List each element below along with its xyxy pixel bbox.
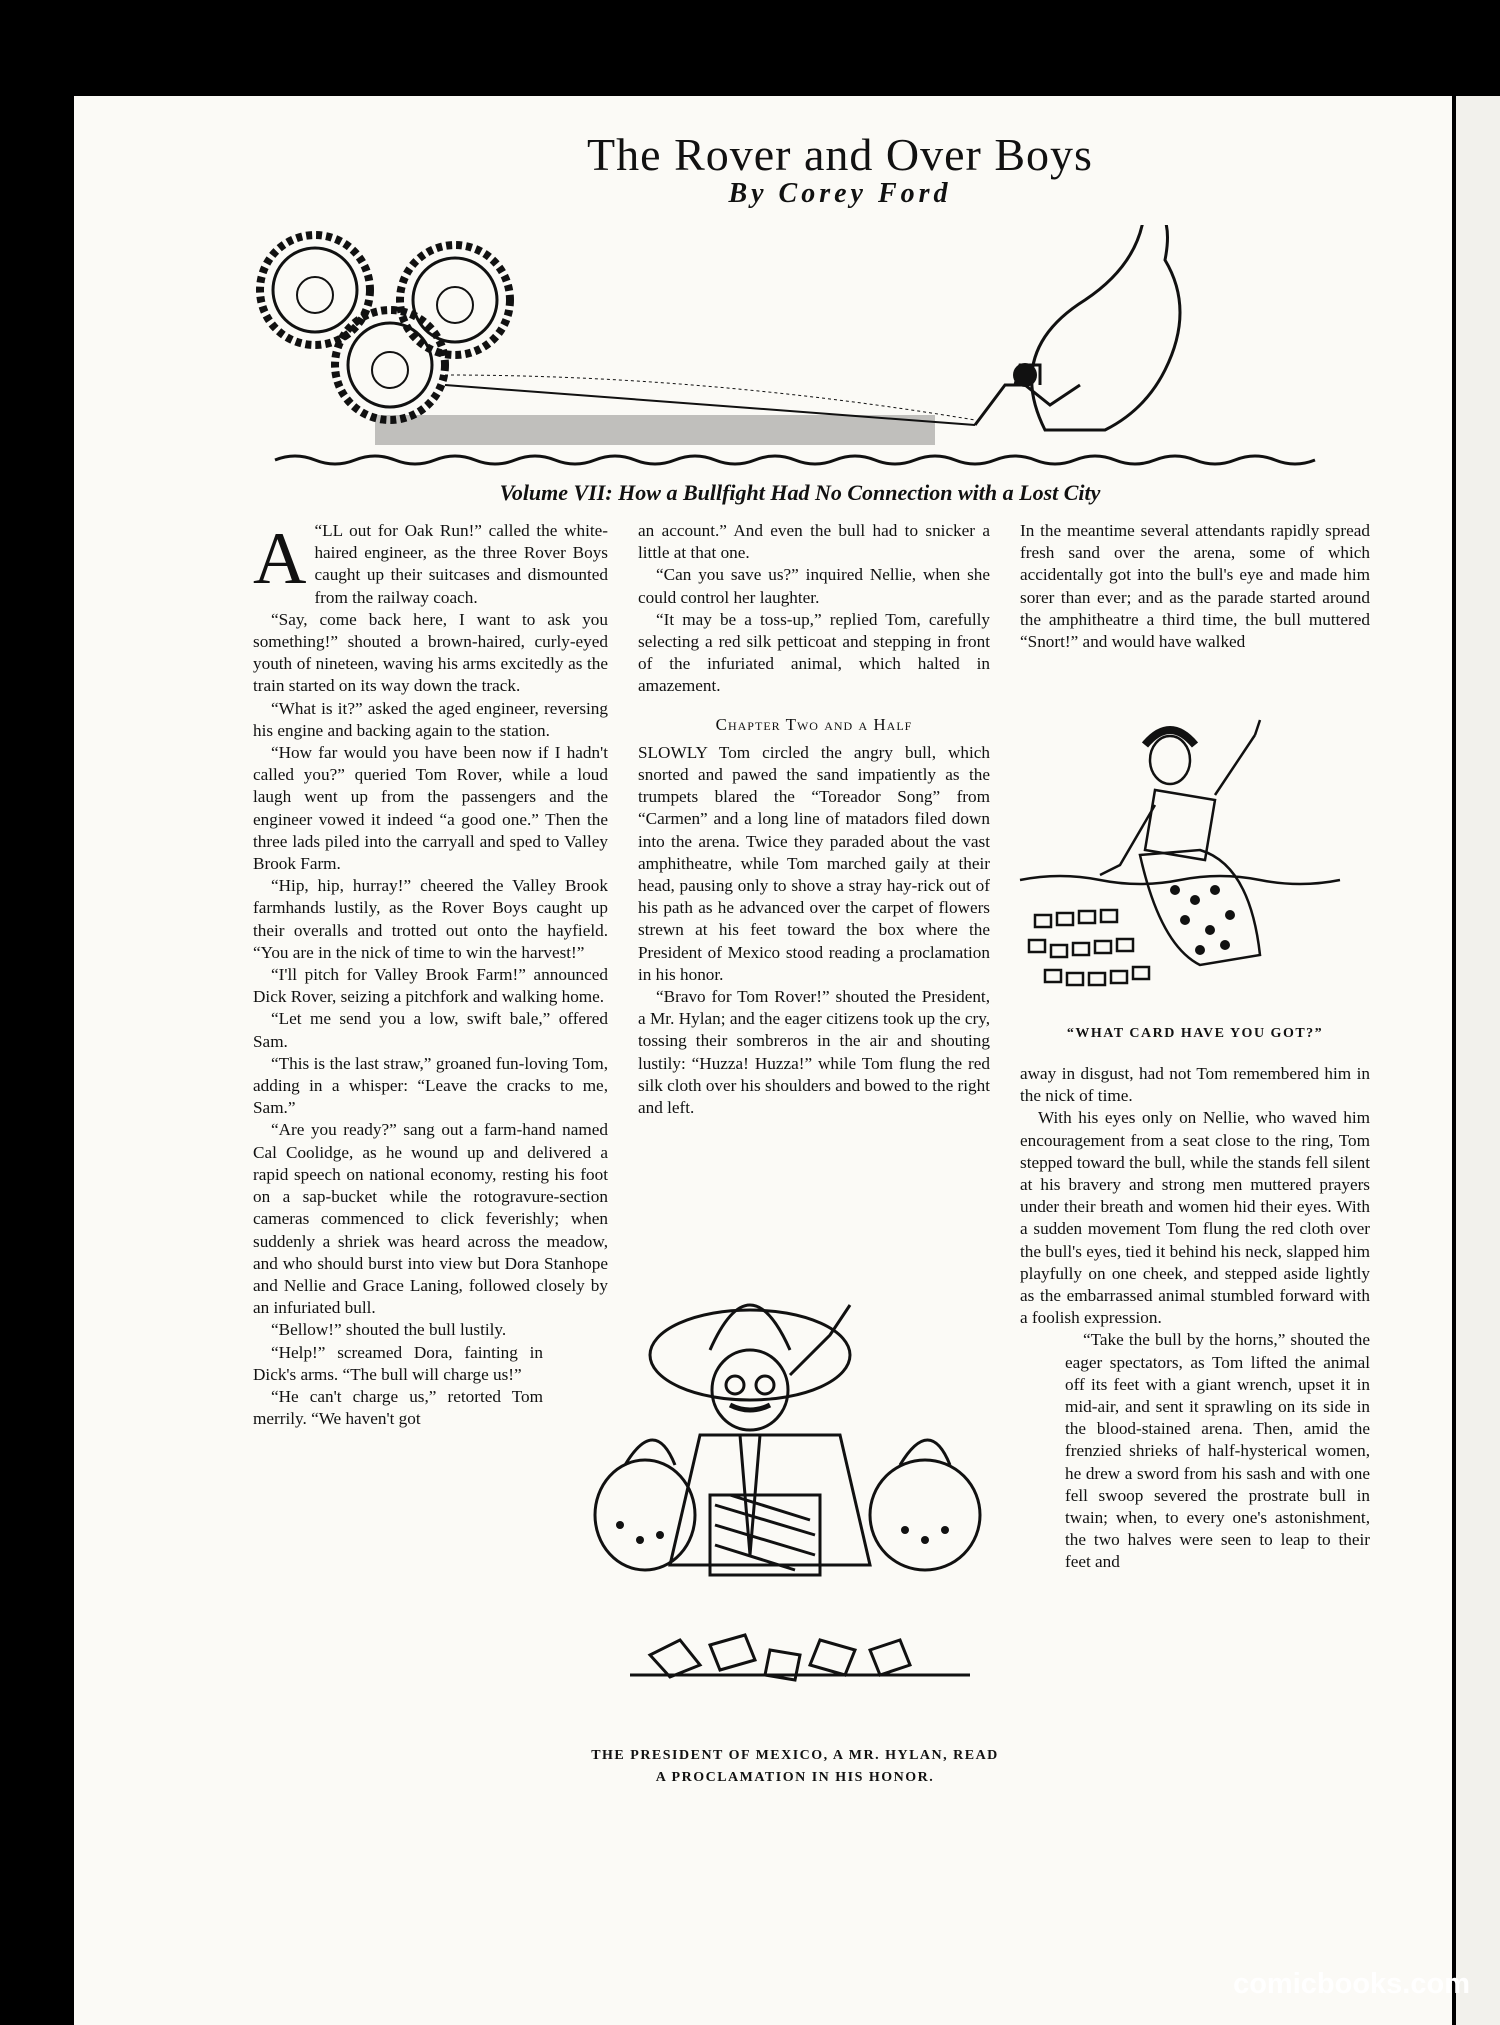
- article-byline: By Corey Ford: [728, 178, 952, 209]
- paragraph: In the meantime several attendants rapidly spread fresh sand over the arena, some of which accidentally got into the bull's eye and made him sorer than ever; and as the parade started around the amphitheatre a third time, the bull muttered “Snort!” and would have walked: [1020, 521, 1370, 652]
- paragraph: “I'll pitch for Valley Brook Farm!” announced Dick Rover, seizing a pitchfork and walking home.: [253, 965, 608, 1007]
- paragraph: an account.” And even the bull had to snicker a little at that one.: [638, 521, 990, 563]
- paragraph: “Say, come back here, I want to ask you something!” shouted a brown-haired, curly-eyed youth of nineteen, waving his arms excitedly as the train started on its way down the track.: [253, 609, 608, 696]
- president-illustration: [590, 1285, 1010, 1740]
- column-3-continued: [1020, 1063, 1370, 1574]
- paragraph: “Let me send you a low, swift bale,” offered Sam.: [253, 1009, 608, 1051]
- card-girl-illustration: [1015, 705, 1375, 1005]
- drop-cap: A: [253, 518, 307, 600]
- paragraph: With his eyes only on Nellie, who waved him encouragement from a seat close to the ring, Tom stepped toward the bull, while the stands fell silent at his bravery and strong men muttered prayers under their breath and women hid their eyes. With a sudden movement Tom flung the red cloth over the bull's eyes, tied it behind his neck, slapped him playfully on one cheek, and stepped aside lightly as the embarrassed animal stumbled forward with a foolish expression.: [1020, 1108, 1370, 1328]
- paragraph: “How far would you have been now if I hadn't called you?” queried Tom Rover, while a loud laugh went up from the passengers and the engineer vowed it indeed “a good one.” Then the three lads piled into the carryall and sped to Valley Brook Farm.: [253, 743, 608, 874]
- card-girl-caption: “WHAT CARD HAVE YOU GOT?”: [1066, 1026, 1324, 1041]
- paragraph: SLOWLY Tom circled the angry bull, which snorted and pawed the sand impatiently as the trumpets blared the “Toreador Song” from “Carmen” and a long line of matadors filed down into the arena. Twice they paraded about the vast amphitheatre, while Tom marched gaily at their head, pausing only to shove a stray hay-rick out of his path as he advanced over the carpet of flowers strewn at his feet toward the box where the President of Mexico stood reading a proclamation in his honor.: [638, 742, 990, 984]
- paragraph: “Take the bull by the horns,” shouted the eager spectators, as Tom lifted the animal off its feet with a giant wrench, upset it in mid-air, and sent it sprawling on its side in the blood-stained arena. Then, amid the frenzied shrieks of half-hysterical women, he drew a sword from his sash and with one fell swoop severed the prostrate bull in twain; when, to every one's astonishment, the two halves were seen to leap to their feet and: [1065, 1330, 1370, 1572]
- paragraph: “Hip, hip, hurray!” cheered the Valley Brook farmhands lustily, as the Rover Boys caught up their overalls and trotted out onto the hayfield. “You are in the nick of time to win the harvest!”: [253, 876, 608, 962]
- paragraph: “He can't charge us,” retorted Tom merrily. “We haven't got: [253, 1386, 543, 1429]
- article-title: The Rover and Over Boys: [587, 129, 1093, 180]
- paragraph: “It may be a toss-up,” replied Tom, carefully selecting a red silk petticoat and stepping in front of the infuriated animal, which halted in amazement.: [638, 609, 990, 696]
- chapter-heading: Chapter Two and a Half: [715, 714, 913, 734]
- paragraph: A “LL out for Oak Run!” called the white-haired engineer, as the three Rover Boys caught up their suitcases and dismounted from the railway coach.: [253, 518, 608, 607]
- column-2: [638, 520, 990, 1119]
- paragraph: “Can you save us?” inquired Nellie, when she could control her laughter.: [638, 565, 990, 607]
- column-1: [253, 520, 608, 1430]
- president-caption: THE PRESIDENT OF MEXICO, A MR. HYLAN, READ A PROCLAMATION IN HIS HONOR.: [591, 1748, 999, 1785]
- paragraph: “Bellow!” shouted the bull lustily.: [271, 1320, 507, 1340]
- paragraph: “This is the last straw,” groaned fun-loving Tom, adding in a whisper: “Leave the cracks to me, Sam.”: [253, 1053, 608, 1118]
- paragraph: “Help!” screamed Dora, fainting in Dick's arms. “The bull will charge us!”: [253, 1342, 543, 1384]
- paragraph: away in disgust, had not Tom remembered him in the nick of time.: [1020, 1064, 1370, 1106]
- paragraph: “Bravo for Tom Rover!” shouted the President, a Mr. Hylan; and the eager citizens took up the cry, tossing their sombreros in the air and shouting lustily: “Huzza! Huzza!” while Tom flung the red silk cloth over his shoulders and bowed to the right and left.: [638, 987, 990, 1118]
- watermark: comicbooks.com: [1233, 1968, 1470, 2000]
- paragraph: “What is it?” asked the aged engineer, reversing his engine and backing again to the station.: [253, 698, 608, 740]
- paragraph: “Are you ready?” sang out a farm-hand named Cal Coolidge, as he wound up and delivered a rapid speech on national economy, resting his foot on a sap-bucket while the rotogravure-section cameras commenced to click feverishly; when suddenly a shriek was heard across the meadow, and who should burst into view but Dora Stanhope and Nellie and Grace Laning, followed closely by an infuriated bull.: [253, 1120, 608, 1318]
- article-subtitle: Volume VII: How a Bullfight Had No Connection with a Lost City: [499, 480, 1101, 505]
- facing-page-edge: [1456, 96, 1500, 2025]
- column-3: [1020, 520, 1370, 653]
- header-illustration: [255, 225, 1345, 475]
